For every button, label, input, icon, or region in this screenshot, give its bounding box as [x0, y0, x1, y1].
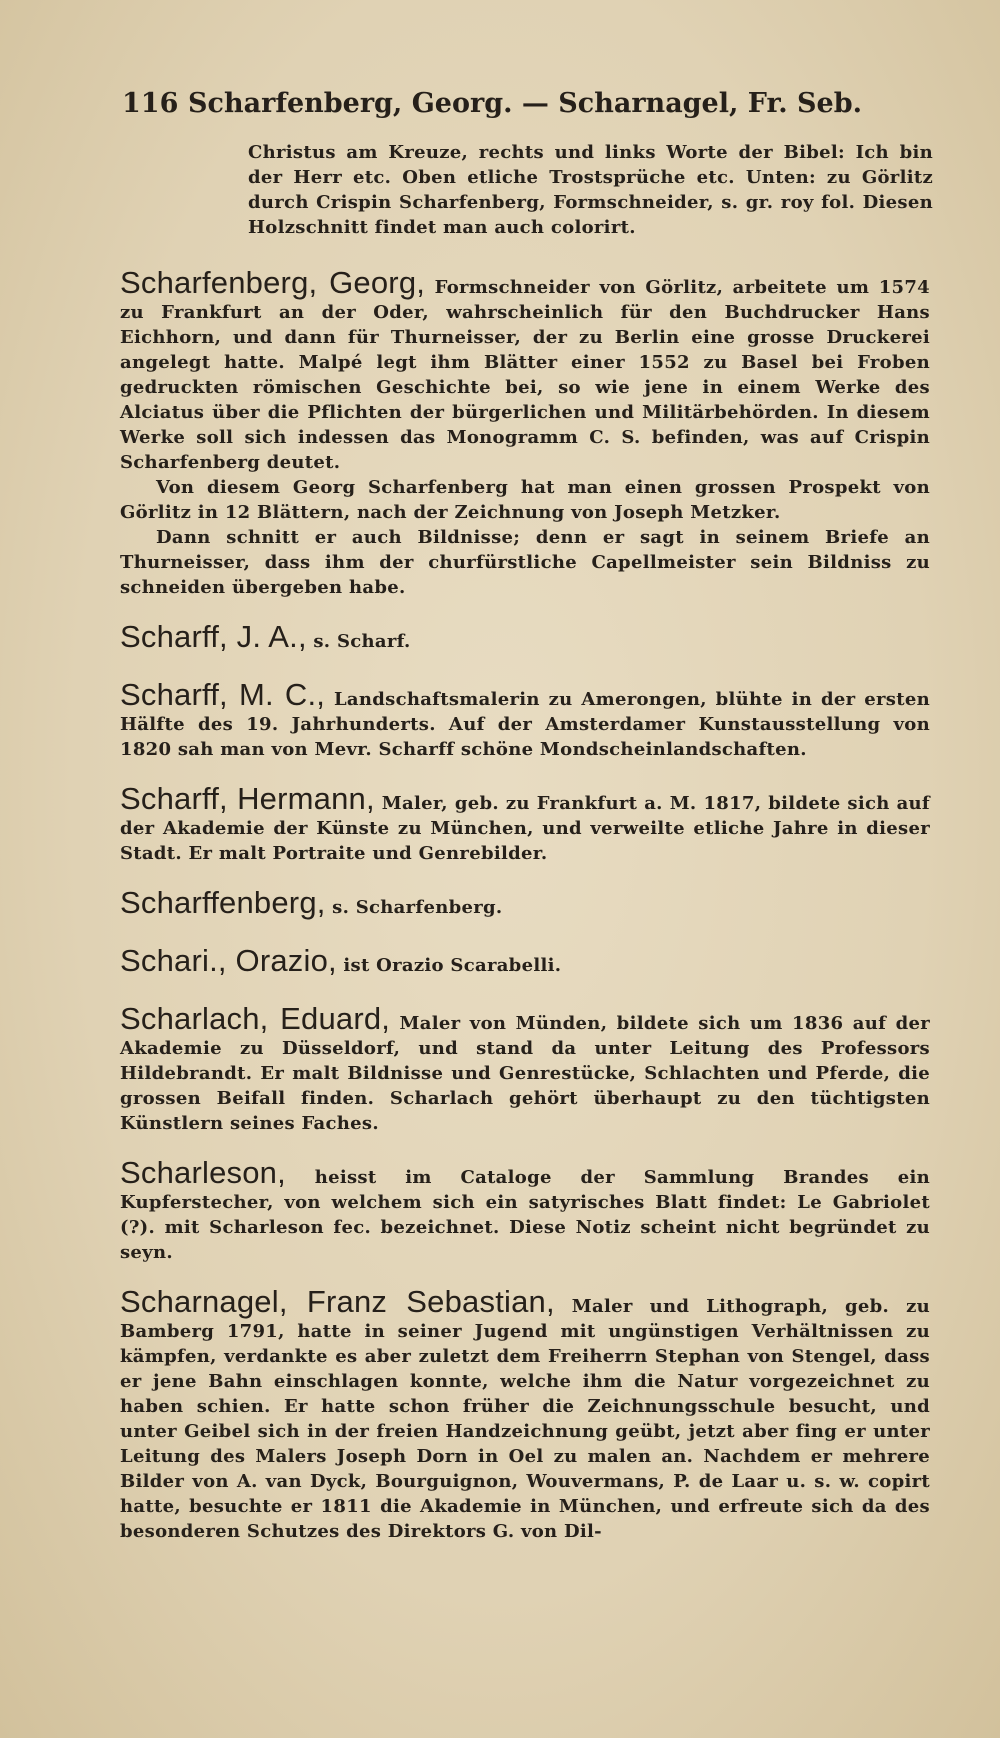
headword: Scharff, M. C.,	[120, 677, 326, 712]
entry-text: heisst im Cataloge der Sammlung Brandes ein Kupferstecher, von welchem sich ein satyrisches Blatt findet: Le Gabriolet (?). mit Scharleson fec. bezeichnet. Diese Notiz scheint nicht begründet zu seyn.	[120, 1167, 930, 1263]
headword: Scharfenberg, Georg,	[120, 265, 426, 300]
headword: Scharnagel, Franz Sebastian,	[120, 1284, 555, 1319]
page-body	[120, 140, 933, 1568]
entry-paragraph: Von diesem Georg Scharfenberg hat man einen grossen Prospekt von Görlitz in 12 Blättern, nach der Zeichnung von Joseph Metzker.	[120, 477, 930, 523]
entry-paragraph: Dann schnitt er auch Bildnisse; denn er sagt in seinem Briefe an Thurneisser, dass ihm der churfürstliche Capellmeister sein Bildniss zu schneiden übergeben habe.	[120, 527, 930, 598]
continued-text: Christus am Kreuze, rechts und links Worte der Bibel: Ich bin der Herr etc. Oben etliche Trostsprüche etc. Unten: zu Görlitz durch Crispin Scharfenberg, Formschneider, s. gr. roy fol. Diesen Holzschnitt findet man auch colorirt.	[248, 142, 933, 238]
entry-scharff-hermann	[120, 781, 930, 866]
entry-text: Maler, geb. zu Frankfurt a. M. 1817, bildete sich auf der Akademie der Künste zu München, und verweilte etliche Jahre in dieser Stadt. Er malt Portraite und Genrebilder.	[120, 793, 930, 864]
entry-text: s. Scharfenberg.	[332, 897, 503, 918]
entry-scharff-mc	[120, 677, 930, 762]
entry-text: Landschaftsmalerin zu Amerongen, blühte in der ersten Hälfte des 19. Jahrhunderts. Auf der Amsterdamer Kunstausstellung von 1820 sah man von Mevr. Scharff schöne Mondscheinlandschaften.	[120, 689, 930, 760]
entry-text: s. Scharf.	[313, 631, 411, 652]
entry-scharlach-eduard	[120, 1001, 930, 1136]
entry-text: Formschneider von Görlitz, arbeitete um 1574 zu Frankfurt an der Oder, wahrscheinlich für den Buchdrucker Hans Eichhorn, und dann für Thurneisser, der zu Berlin eine grosse Druckerei angelegt hatte. Malpé legt ihm Blätter einer 1552 zu Basel bei Froben gedruckten römischen Geschichte bei, so wie jene in einem Werke des Alciatus über die Pflichten der bürgerlichen und Militärbehörden. In diesem Werke soll sich indessen das Monogramm C. S. befinden, was auf Crispin Scharfenberg deutet.	[120, 277, 930, 473]
entry-scharnagel-franz-sebastian	[120, 1284, 930, 1544]
headword: Scharleson,	[120, 1155, 286, 1190]
running-header	[122, 88, 862, 119]
headword: Scharlach, Eduard,	[120, 1001, 391, 1036]
headword: Schari., Orazio,	[120, 943, 337, 978]
entry-scharleson	[120, 1155, 930, 1265]
entry-schari-orazio	[120, 943, 930, 978]
entry-text: Maler und Lithograph, geb. zu Bamberg 1791, hatte in seiner Jugend mit ungünstigen Verhältnissen zu kämpfen, verdankte es aber zuletzt dem Freiherrn Stephan von Stengel, dass er jene Bahn einschlagen konnte, welche ihm die Natur vorgezeichnet zu haben schien. Er hatte schon früher die Zeichnungsschule besucht, und unter Geibel sich in der freien Handzeichnung geübt, jetzt aber fing er unter Leitung des Malers Joseph Dorn in Oel zu malen an. Nachdem er mehrere Bilder von A. van Dyck, Bourguignon, Wouvermans, P. de Laar u. s. w. copirt hatte, besuchte er 1811 die Akademie in München, und erfreute sich da des besonderen Schutzes des Direktors G. von Dil-	[120, 1296, 930, 1542]
running-title: Scharfenberg, Georg. — Scharnagel, Fr. Seb.	[188, 88, 862, 119]
entry-scharff-ja	[120, 619, 930, 654]
headword: Scharffenberg,	[120, 885, 326, 920]
headword: Scharff, J. A.,	[120, 619, 307, 654]
entry-text: ist Orazio Scarabelli.	[343, 955, 562, 976]
entry-scharffenberg	[120, 885, 930, 920]
entry-scharfenberg-georg	[120, 265, 930, 600]
headword: Scharff, Hermann,	[120, 781, 375, 816]
entry-text: Maler von Münden, bildete sich um 1836 auf der Akademie zu Düsseldorf, und stand da unter Leitung des Professors Hildebrandt. Er malt Bildnisse und Genrestücke, Schlachten und Pferde, die grossen Beifall finden. Scharlach gehört überhaupt zu den tüchtigsten Künstlern seines Faches.	[120, 1013, 930, 1134]
page-number: 116	[122, 88, 179, 119]
